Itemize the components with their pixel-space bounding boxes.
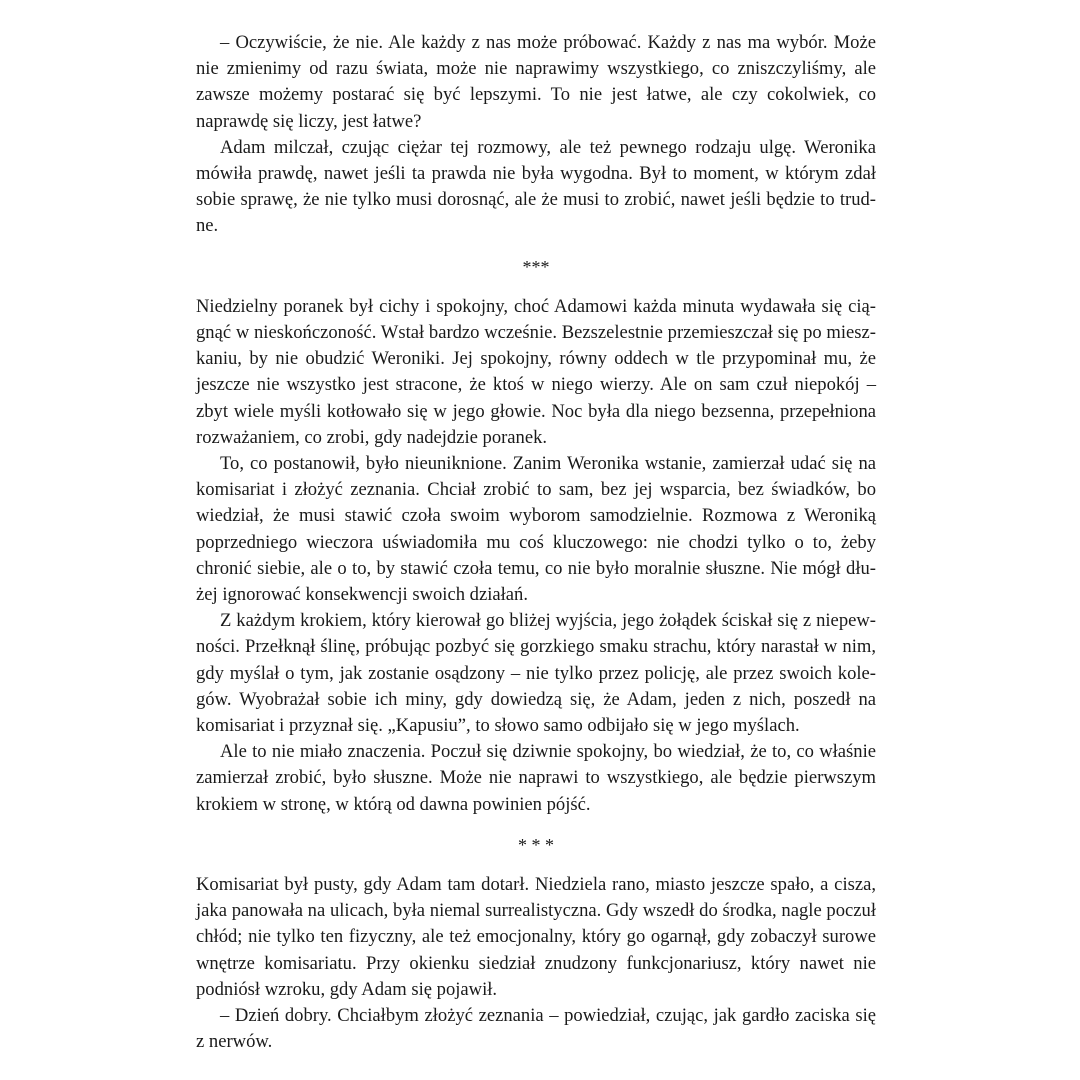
paragraph: – Oczywiście, że nie. Ale każdy z nas może próbować. Każdy z nas ma wybór. Może nie zmienimy od razu świata, może nie naprawimy wszystkiego, co zniszczyliśmy, ale zawsze możemy postarać się być lepszymi. To nie jest łatwe, ale czy cokolwiek, co naprawdę się liczy, jest łatwe? (196, 32, 876, 132)
section-dialogue (196, 30, 876, 240)
paragraph: – Dzień dobry. Chciałbym złożyć zeznania – powiedział, czując, jak gardło zaciska się z nerwów. (196, 1005, 876, 1053)
paragraph: Komisariat był pusty, gdy Adam tam dotarł. Niedziela rano, miasto jeszcze spało, a cisza, jaka panowała na ulicach, była niemal surrealistyczna. Gdy wszedł do środka, nagle poczuł chłód; nie tylko ten fizyczny, ale też emocjonalny, który go ogarnął, gdy zobaczył surowe wnętrze komisariatu. Przy okienku siedział znudzony funkcjonariusz, który nawet nie podniósł wzroku, gdy Adam się pojawił. (196, 874, 876, 1000)
paragraph: Ale to nie miało znaczenia. Poczuł się dziwnie spokojny, bo wiedział, że to, co właśnie zamierzał zrobić, było słuszne. Może nie naprawi to wszystkiego, ale będzie pierwszym krokiem w stronę, w którą od dawna powinien pójść. (196, 741, 876, 815)
book-page (196, 30, 876, 1055)
paragraph: Niedzielny poranek był cichy i spokojny, choć Adamowi każda minuta wydawała się ciągnąć w nieskończoność. Wstał bardzo wcześnie. Bezszelestnie przemieszczał się po mieszkaniu, by nie obudzić Weroniki. Jej spokojny, równy oddech w tle przypominał mu, że jeszcze nie wszystko jest stracone, że ktoś w niego wierzy. Ale on sam czuł niepokój – zbyt wiele myśli kotłowało się w jego głowie. Noc była dla niego bezsenna, przepełniona rozważaniem, co zrobi, gdy nadejdzie poranek. (196, 295, 876, 448)
paragraph: Adam milczał, czując ciężar tej rozmowy, ale też pewnego rodzaju ulgę. Weronika mówiła prawdę, nawet jeśli ta prawda nie była wygodna. Był to moment, w którym zdał sobie sprawę, że nie tylko musi dorosnąć, ale że musi to zrobić, nawet jeśli będzie to trudne. (196, 136, 876, 237)
section-sunday-morning (196, 294, 876, 818)
paragraph: To, co postanowił, było nieuniknione. Zanim Weronika wstanie, zamierzał udać się na komisariat i złożyć zeznania. Chciał zrobić to sam, bez jej wsparcia, bez świadków, bo wiedział, że musi stawić czoła swoim wyborom samodzielnie. Rozmowa z Weroniką poprzedniego wieczora uświadomiła mu coś kluczowego: nie chodzi tylko o to, żeby chronić siebie, ale o to, by stawić czoła temu, co nie było moralnie słuszne. Nie mógł dłużej ignorować konsekwencji swoich działań. (196, 453, 876, 606)
scene-separator: *** (522, 256, 550, 277)
paragraph: Z każdym krokiem, który kierował go bliżej wyjścia, jego żołądek ściskał się z niepewności. Przełknął ślinę, próbując pozbyć się gorzkiego smaku strachu, który narastał w nim, gdy myślał o tym, jak zostanie osądzony – nie tylko przez policję, ale przez swoich kolegów. Wyobrażał sobie ich miny, gdy dowiedzą się, że Adam, jeden z nich, poszedł na komisariat i przyznał się. „Kapusiu”, to słowo samo odbijało się w jego myślach. (196, 610, 876, 737)
scene-separator: * * * (518, 834, 554, 855)
section-police-station (196, 872, 876, 1055)
